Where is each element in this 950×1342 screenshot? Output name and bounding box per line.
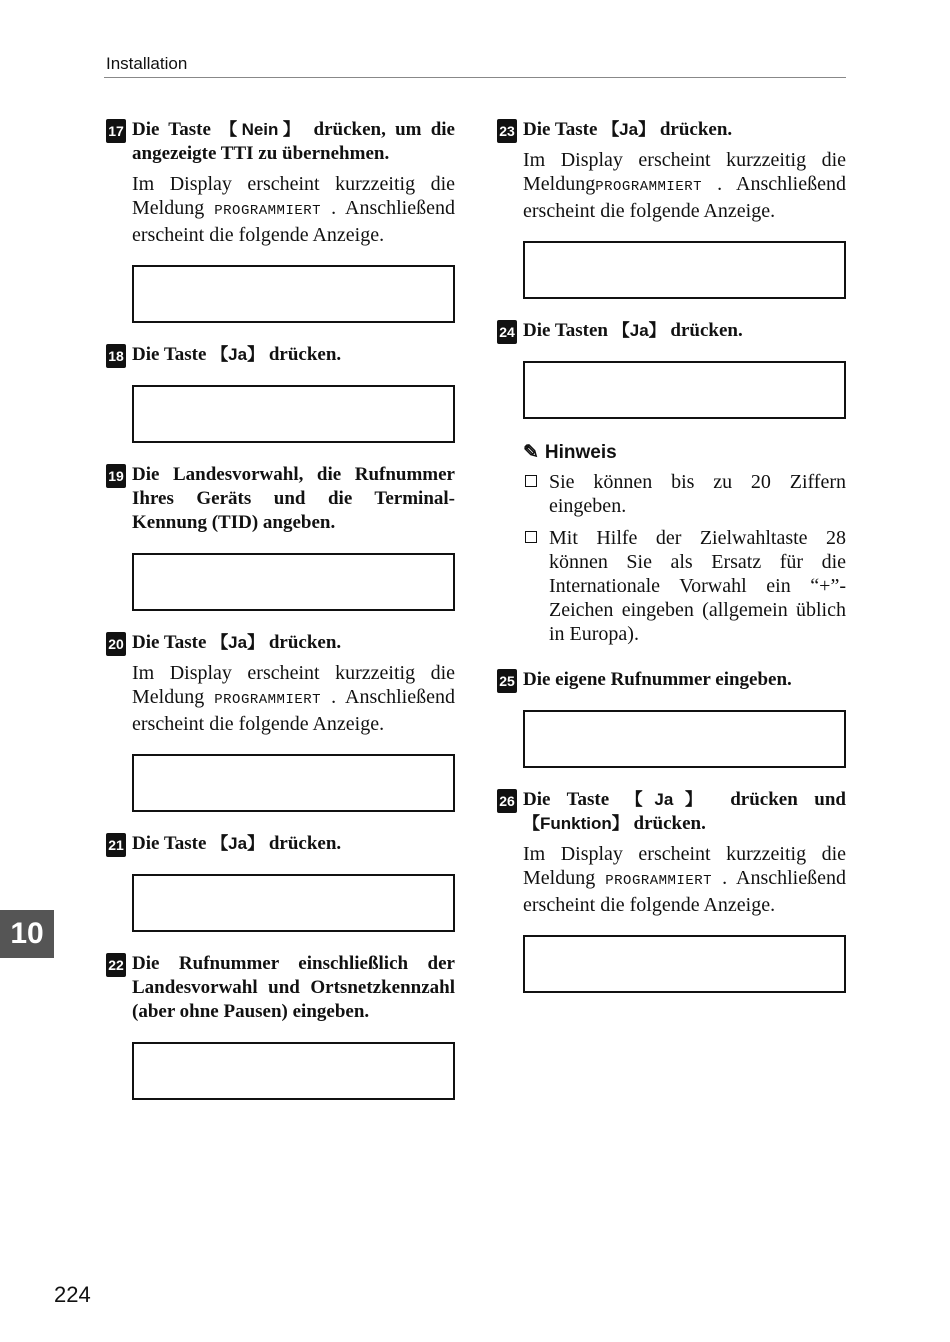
step-18 bbox=[106, 343, 455, 367]
step-number: 26 bbox=[497, 789, 517, 813]
key-label: 【Ja】 bbox=[625, 790, 714, 809]
lcd-display bbox=[523, 361, 846, 419]
right-column bbox=[497, 118, 846, 1013]
step-body: Im Display erscheint kurzzeitig die Meldung PROGRAMMIERT . Anschließend erscheint die folgende Anzeige. bbox=[523, 843, 846, 916]
checkbox-bullet-icon bbox=[525, 531, 537, 543]
lcd-display bbox=[132, 265, 455, 323]
key-label: 【Ja】 bbox=[211, 345, 265, 364]
step-body: Im Display erscheint kurzzeitig die Meldung PROGRAMMIERT . Anschließend erscheint die folgende Anzeige. bbox=[132, 662, 455, 735]
step-title: Die Taste 【Ja】 drücken. bbox=[132, 833, 342, 854]
lcd-display bbox=[132, 1042, 455, 1100]
step-title: Die Taste 【Ja】 drücken und 【Funktion】 drücken. bbox=[523, 789, 846, 834]
lcd-display bbox=[523, 241, 846, 299]
key-label: 【Nein】 bbox=[220, 120, 305, 139]
step-title: Die Taste 【Nein】 drücken, um die angezeigte TTI zu übernehmen. bbox=[132, 119, 455, 164]
lcd-display bbox=[132, 874, 455, 932]
step-number: 17 bbox=[106, 119, 126, 143]
header-rule bbox=[104, 77, 846, 78]
key-label: 【Funktion】 bbox=[523, 814, 629, 833]
step-23 bbox=[497, 118, 846, 223]
step-title: Die Rufnummer einschließlich der Landesvorwahl und Ortsnetzkennzahl (aber ohne Pausen) eingeben. bbox=[132, 953, 455, 1022]
key-label: 【Ja】 bbox=[211, 633, 265, 652]
step-title: Die Landesvorwahl, die Rufnummer Ihres Geräts und die Terminal-Kennung (TID) angeben. bbox=[132, 464, 455, 533]
lcd-display bbox=[523, 710, 846, 768]
step-title: Die Taste 【Ja】 drücken. bbox=[132, 344, 342, 365]
step-body: Im Display erscheint kurzzeitig die Meldung PROGRAMMIERT . Anschließend erscheint die folgende Anzeige. bbox=[132, 173, 455, 246]
step-number: 23 bbox=[497, 119, 517, 143]
step-number: 19 bbox=[106, 464, 126, 488]
step-24 bbox=[497, 319, 846, 343]
checkbox-bullet-icon bbox=[525, 475, 537, 487]
step-number: 24 bbox=[497, 320, 517, 344]
step-title: Die Taste 【Ja】 drücken. bbox=[523, 119, 733, 140]
key-label: 【Ja】 bbox=[612, 321, 666, 340]
step-number: 18 bbox=[106, 344, 126, 368]
step-21 bbox=[106, 832, 455, 856]
step-20 bbox=[106, 631, 455, 736]
page-number: 224 bbox=[54, 1282, 91, 1307]
step-22 bbox=[106, 952, 455, 1024]
step-body: Im Display erscheint kurzzeitig die MeldungPROGRAMMIERT . Anschließend erscheint die folgende Anzeige. bbox=[523, 149, 846, 222]
note-item: Sie können bis zu 20 Ziffern eingeben. bbox=[497, 470, 846, 518]
lcd-display bbox=[132, 754, 455, 812]
lcd-display bbox=[132, 553, 455, 611]
key-label: 【Ja】 bbox=[602, 120, 656, 139]
step-title: Die Taste 【Ja】 drücken. bbox=[132, 632, 342, 653]
step-number: 21 bbox=[106, 833, 126, 857]
left-column bbox=[106, 118, 455, 1120]
note-heading: ✎ Hinweis bbox=[523, 441, 617, 463]
step-17 bbox=[106, 118, 455, 247]
step-25 bbox=[497, 668, 846, 692]
step-number: 25 bbox=[497, 669, 517, 693]
step-number: 20 bbox=[106, 632, 126, 656]
step-title: Die Tasten 【Ja】 drücken. bbox=[523, 320, 743, 341]
step-title: Die eigene Rufnummer eingeben. bbox=[523, 669, 792, 690]
chapter-tab: 10 bbox=[0, 910, 54, 958]
note-item: Mit Hilfe der Zielwahltaste 28 können Sie als Ersatz für die Internationale Vorwahl ein “+”-Zeichen eingeben (allgemein üblich in Europa). bbox=[497, 526, 846, 646]
pencil-icon: ✎ bbox=[523, 442, 539, 463]
lcd-display bbox=[523, 935, 846, 993]
lcd-display bbox=[132, 385, 455, 443]
step-number: 22 bbox=[106, 953, 126, 977]
key-label: 【Ja】 bbox=[211, 834, 265, 853]
step-26 bbox=[497, 788, 846, 917]
step-19 bbox=[106, 463, 455, 535]
running-header: Installation bbox=[106, 54, 188, 73]
